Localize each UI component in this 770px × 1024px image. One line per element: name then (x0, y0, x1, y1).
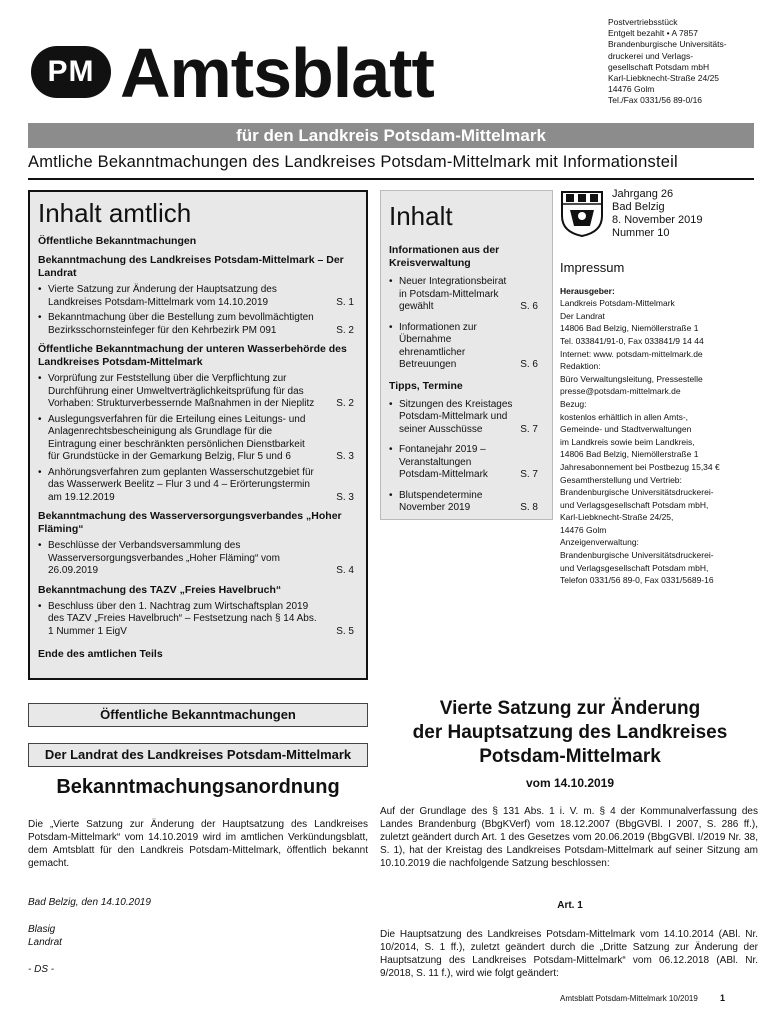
inhalt-entry[interactable] (389, 490, 544, 515)
bullet-icon: • (38, 600, 42, 612)
bullet-icon: • (38, 312, 42, 323)
issue-meta-line: Jahrgang 26 (612, 188, 674, 200)
bullet-icon: • (389, 489, 393, 501)
inhalt-entry[interactable] (389, 322, 544, 372)
impressum-line: Anzeigenverwaltung: (560, 537, 639, 548)
inhalt-box (380, 190, 553, 520)
impressum-line: Jahresabonnement bei Postbezug 15,34 € (560, 461, 720, 472)
toc-entry-title: Vorprüfung zur Feststellung über die Verpflichtung zur Durchführung einer Umweltverträglichkeitsprüfung für das Vorhaben: Strukturverbessernde Maßnahmen in der Nieplitz (48, 373, 315, 409)
postal-info-line: druckerei und Verlags- (608, 50, 694, 61)
inhalt-entry-page: S. 7 (520, 423, 538, 435)
signer-title: Landrat (28, 937, 62, 948)
inhalt-entry[interactable] (389, 444, 544, 482)
inhalt-entry-title: Informationen zur Übernahme ehrenamtlicher Betreuungen (399, 321, 477, 370)
inhalt-section-heading: Informationen aus der Kreisverwaltung (389, 244, 500, 269)
toc-entry[interactable] (38, 540, 358, 578)
ds-mark: - DS - (28, 964, 55, 975)
bullet-icon: • (38, 373, 42, 384)
impressum-line: 14476 Golm (560, 524, 607, 535)
inhalt-entry-title: Sitzungen des Kreistages Potsdam-Mittelmark und seiner Ausschüsse (399, 398, 513, 435)
toc-amtlich-box (28, 190, 368, 680)
inhalt-entry[interactable] (389, 399, 544, 437)
impressum (560, 262, 760, 587)
toc-entry-title: Anhörungsverfahren zum geplanten Wasserschutzgebiet für das Wasserwerk Beelitz – Flur 3 und 4 – Erörterungstermin am 19.12.2019 (48, 466, 314, 503)
toc-entry[interactable] (38, 373, 358, 411)
satzung-date: vom 14.10.2019 (525, 776, 615, 790)
bullet-icon: • (389, 321, 393, 333)
impressum-line: Karl-Liebknecht-Straße 24/25, (560, 512, 674, 523)
impressum-heading: Impressum (560, 260, 625, 275)
toc-entry[interactable] (38, 601, 358, 639)
article-text: Die Hauptsatzung des Landkreises Potsdam-Mittelmark vom 14.10.2014 (ABl. Nr. 10/2014, S. 1 ff.), zuletzt geändert durch die „Dritte Satzung zur Änderung der Hauptsatzung des Landkreises Potsdam-Mittelmark“ vom 06.12.2018 (ABl. Nr. 9/2018, S. 11 f.), wird wie folgt geändert: (380, 929, 758, 979)
section-bar-landrat: Der Landrat des Landkreises Potsdam-Mittelmark (28, 743, 368, 767)
postal-info (608, 17, 758, 107)
inhalt-entry[interactable] (389, 276, 544, 314)
toc-entry-title: Auslegungsverfahren für die Erteilung eines Leitungs- und Anlagenrechtsbescheinigung als Grundlage für die Eintragung einer beschränkten persönlichen Dienstbarkeit für Grundstücke in der Gemarkung Belzig, Flur 5 und 6 (48, 413, 306, 462)
impressum-line: Gesamtherstellung und Vertrieb: (560, 474, 682, 485)
postal-info-line: gesellschaft Potsdam mbH (608, 61, 710, 72)
postal-info-line: Brandenburgische Universitäts- (608, 39, 727, 50)
issue-meta (612, 188, 703, 240)
inhalt-entry-page: S. 6 (520, 301, 538, 312)
impressum-line: Bezug: (560, 398, 587, 409)
toc-entry-page: S. 2 (336, 324, 354, 336)
impressum-line: Büro Verwaltungsleitung, Pressestelle (560, 373, 703, 384)
inhalt-entry-title: Blutspendetermine November 2019 (399, 489, 483, 513)
toc-section-heading: Öffentliche Bekanntmachungen (38, 235, 197, 247)
place-date: Bad Belzig, den 14.10.2019 (28, 897, 151, 908)
postal-info-line: Tel./Fax 0331/56 89-0/16 (608, 95, 703, 106)
toc-section-heading: Bekanntmachung des TAZV „Freies Havelbruch“ (38, 583, 282, 596)
toc-section-heading: Bekanntmachung des Landkreises Potsdam-Mittelmark – Der Landrat (38, 254, 344, 279)
impressum-line: Gemeinde- und Stadtverwaltungen (560, 424, 692, 435)
impressum-line: Brandenburgische Universitätsdruckerei- (560, 550, 714, 561)
toc-entry-page: S. 2 (336, 398, 354, 409)
bullet-icon: • (38, 284, 42, 295)
toc-entry-page: S. 5 (336, 625, 354, 637)
issue-meta-line: 8. November 2019 (612, 214, 703, 226)
toc-section-heading: Bekanntmachung des Wasserversorgungsverbandes „Hoher Fläming“ (38, 510, 342, 535)
toc-entry-title: Vierte Satzung zur Änderung der Hauptsatzung des Landkreises Potsdam-Mittelmark vom 14.10.2019 (48, 284, 277, 308)
impressum-line: Der Landrat (560, 310, 605, 321)
postal-info-line: Karl-Liebknecht-Straße 24/25 (608, 73, 720, 84)
toc-entry-title: Bekanntmachung über die Bestellung zum bevollmächtigten Bezirksschornsteinfeger für den Kehrbezirk PM 091 (48, 312, 314, 336)
impressum-line: presse@potsdam-mittelmark.de (560, 386, 681, 397)
page-number: 1 (720, 993, 726, 1003)
impressum-line: Internet: www. potsdam-mittelmark.de (560, 348, 703, 359)
article-heading: Art. 1 (557, 900, 583, 911)
inhalt-entry-title: Neuer Integrationsbeirat in Potsdam-Mittelmark gewählt (399, 276, 507, 312)
inhalt-entry-page: S. 8 (520, 502, 538, 513)
masthead-divider (28, 178, 754, 180)
bullet-icon: • (38, 540, 42, 551)
masthead-subtitle-band: für den Landkreis Potsdam-Mittelmark (28, 123, 754, 148)
toc-section-heading: Öffentliche Bekanntmachung der unteren Wasserbehörde des Landkreises Potsdam-Mittelmark (38, 343, 347, 368)
toc-entry-page: S. 1 (336, 296, 354, 308)
toc-entry[interactable] (38, 284, 358, 309)
impressum-line: 14806 Bad Belzig, Niemöllerstraße 1 (560, 449, 699, 460)
bullet-icon: • (38, 413, 42, 425)
postal-info-line: 14476 Golm (608, 84, 655, 95)
impressum-line: kostenlos erhältlich in allen Amts-, (560, 411, 689, 422)
toc-entry[interactable] (38, 414, 358, 464)
toc-entry[interactable] (38, 467, 358, 505)
impressum-line: Tel. 033841/91-0, Fax 033841/9 14 44 (560, 335, 704, 346)
pm-logo: PM (31, 46, 111, 98)
postal-info-line: Entgelt bezahlt • A 7857 (608, 28, 698, 39)
bullet-icon: • (389, 444, 393, 455)
bekanntmachungsanordnung-heading: Bekanntmachungsanordnung (56, 776, 340, 798)
satzung-title-line: Potsdam-Mittelmark (479, 746, 661, 767)
inhalt-entry-page: S. 7 (520, 469, 538, 480)
impressum-line: und Verlagsgesellschaft Potsdam mbH, (560, 499, 709, 510)
signer-name: Blasig (28, 924, 56, 935)
toc-end-note: Ende des amtlichen Teils (38, 648, 163, 660)
satzung-title (380, 697, 760, 769)
coat-of-arms-icon (560, 190, 604, 238)
impressum-line: im Landkreis sowie beim Landkreis, (560, 436, 695, 447)
toc-entry-title: Beschlüsse der Verbandsversammlung des Wasserversorgungsverbandes „Hoher Fläming“ vom 26.09.2019 (48, 540, 280, 576)
satzung-title-line: Vierte Satzung zur Änderung (439, 698, 701, 719)
footer-text: Amtsblatt Potsdam-Mittelmark 10/2019 (560, 994, 698, 1003)
impressum-label: Herausgeber: (560, 285, 615, 296)
inhalt-entry-title: Fontanejahr 2019 – Veranstaltungen Potsdam-Mittelmark (399, 444, 488, 480)
toc-heading: Inhalt amtlich (38, 198, 192, 228)
impressum-line: 14806 Bad Belzig, Niemöllerstraße 1 (560, 323, 699, 334)
postal-info-line: Postvertriebsstück (608, 17, 678, 27)
impressum-line: und Verlagsgesellschaft Potsdam mbH, (560, 562, 709, 573)
toc-entry-page: S. 4 (336, 565, 354, 576)
section-bar-bekanntmachungen: Öffentliche Bekanntmachungen (28, 703, 368, 727)
impressum-line: Brandenburgische Universitätsdruckerei- (560, 487, 714, 498)
toc-entry-page: S. 3 (336, 491, 354, 503)
issue-meta-line: Nummer 10 (612, 227, 670, 239)
bullet-icon: • (389, 276, 393, 287)
masthead-title: Amtsblatt (120, 34, 434, 112)
masthead-tagline: Amtliche Bekanntmachungen des Landkreises Potsdam-Mittelmark mit Informationsteil (28, 153, 678, 171)
bekanntmachungsanordnung-text: Die „Vierte Satzung zur Änderung der Hauptsatzung des Landkreises Potsdam-Mittelmark“ vom 14.10.2019 wird im amtlichen Verkündungsblatt, dem Amtsblatt für den Landkreis Potsdam-Mittelmark, öffentlich bekannt gemacht. (28, 819, 368, 869)
impressum-line: Redaktion: (560, 361, 601, 372)
impressum-line: Landkreis Potsdam-Mittelmark (560, 298, 675, 309)
inhalt-heading: Inhalt (389, 201, 453, 231)
satzung-preamble: Auf der Grundlage des § 131 Abs. 1 i. V. m. § 4 der Kommunalverfassung des Landes Brandenburg (BbgKVerf) vom 18.12.2007 (BbgGVBl. I 2007, S. 286 ff.), zuletzt geändert durch Art. 1 des Gesetzes vom 20.06.2019 (BbgGVBl. I/2019 Nr. 38, S. 1), hat der Kreistag des Landkreises Potsdam-Mittelmark auf seiner Sitzung am 10.10.2019 die nachfolgende Satzung beschlossen: (380, 806, 758, 869)
impressum-line: Telefon 0331/56 89-0, Fax 0331/5689-16 (560, 575, 714, 586)
bullet-icon: • (38, 466, 42, 478)
bullet-icon: • (389, 398, 393, 410)
satzung-title-line: der Hauptsatzung des Landkreises (412, 722, 728, 743)
issue-meta-line: Bad Belzig (612, 201, 665, 213)
toc-entry[interactable] (38, 312, 358, 337)
toc-entry-title: Beschluss über den 1. Nachtrag zum Wirtschaftsplan 2019 des TAZV „Freies Havelbruch“ – Festsetzung nach § 14 Abs. 1 Nummer 1 EigV (48, 600, 317, 637)
inhalt-section-heading: Tipps, Termine (389, 379, 463, 392)
inhalt-entry-page: S. 6 (520, 359, 538, 370)
toc-entry-page: S. 3 (336, 451, 354, 462)
